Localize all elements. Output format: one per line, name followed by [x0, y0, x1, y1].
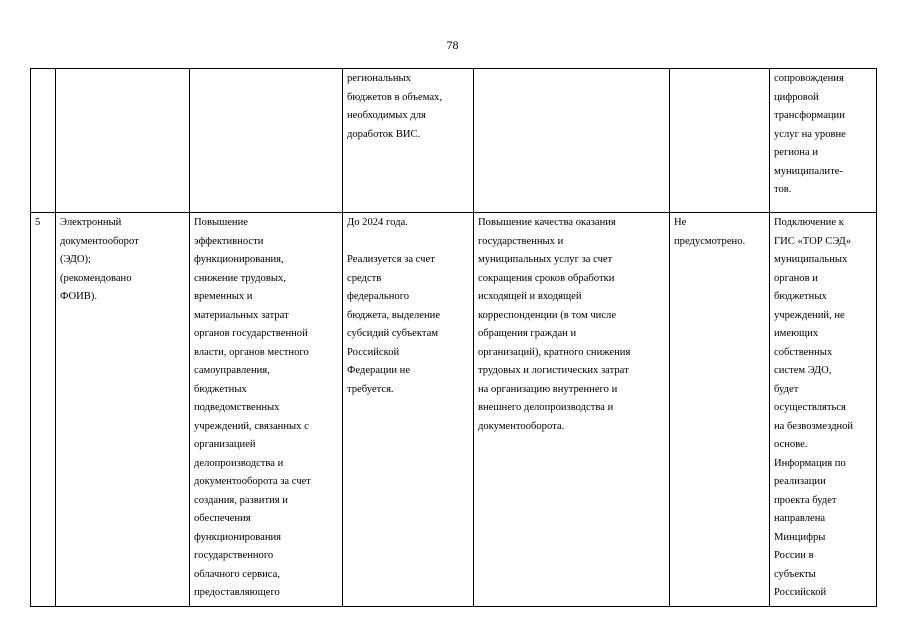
cell-line: осуществляться: [774, 402, 846, 413]
cell-line: муниципалите-: [774, 165, 843, 177]
cell-notes: [770, 213, 877, 607]
cell-line: функционирования,: [194, 254, 284, 265]
cell-line: Информация по: [774, 457, 846, 469]
cell-line: делопроизводства и: [194, 457, 284, 469]
cell-line: организаций), кратного снижения: [478, 346, 631, 358]
cell-goal: [190, 69, 343, 213]
cell-line: цифровой: [774, 91, 819, 103]
cell-effect: [474, 213, 670, 607]
cell-line: Федерации не: [347, 365, 411, 376]
cell-line: Повышение: [194, 217, 248, 228]
cell-line: реализации: [774, 476, 826, 487]
cell-line: внешнего делопроизводства и: [478, 402, 614, 413]
cell-line: корреспонденции (в том числе: [478, 309, 617, 321]
cell-line: 5: [35, 217, 41, 228]
cell-line: государственного: [194, 550, 274, 561]
cell-line: сопровождения: [774, 73, 844, 84]
cell-line: Повышение качества оказания: [478, 217, 616, 228]
cell-line: ФОИВ).: [60, 291, 98, 302]
cell-line: органов и: [774, 272, 818, 284]
cell-line: сокращения сроков обработки: [478, 272, 615, 284]
cell-line: Российской: [347, 346, 400, 358]
cell-line: документооборота за счет: [194, 476, 311, 487]
cell-line: собственных: [774, 346, 833, 358]
document-table: [30, 68, 877, 607]
cell-line: трансформации: [774, 110, 845, 121]
cell-line: имеющих: [774, 328, 819, 339]
cell-line: бюджетов в объемах,: [347, 91, 443, 103]
cell-name: [56, 69, 190, 213]
cell-term-financing: [343, 213, 474, 607]
cell-line: систем ЭДО,: [774, 365, 832, 376]
cell-line: (рекомендовано: [60, 272, 132, 284]
cell-line: материальных затрат: [194, 309, 289, 321]
cell-line: Российской: [774, 587, 827, 598]
cell-line: муниципальных услуг за счет: [478, 254, 613, 265]
cell-line: проекта будет: [774, 494, 837, 506]
cell-line: субъекты: [774, 568, 816, 580]
cell-line: Подключение к: [774, 217, 844, 228]
cell-line: России в: [774, 550, 814, 561]
cell-line: региона и: [774, 147, 818, 158]
cell-effect: [474, 69, 670, 213]
cell-line: подведомственных: [194, 402, 280, 413]
cell-line: требуется.: [347, 383, 394, 395]
cell-line: Реализуется за счет: [347, 254, 435, 265]
cell-notes: [770, 69, 877, 213]
cell-line: субсидий субъектам: [347, 328, 439, 339]
cell-line: исходящей и входящей: [478, 291, 582, 302]
cell-line: документооборот: [60, 235, 139, 247]
cell-line: необходимых для: [347, 110, 426, 121]
cell-line: ГИС «ТОР СЭД»: [774, 235, 852, 247]
cell-line: предоставляющего: [194, 587, 280, 598]
cell-number: [31, 69, 56, 213]
table-row: [31, 213, 877, 607]
cell-line: Электронный: [60, 217, 122, 228]
cell-line: До 2024 года.: [347, 217, 408, 228]
cell-line: создания, развития и: [194, 494, 288, 506]
cell-line: временных и: [194, 291, 253, 302]
cell-line: государственных и: [478, 235, 564, 247]
cell-line: направлена: [774, 513, 826, 524]
cell-gap: [347, 233, 470, 252]
cell-line: будет: [774, 383, 799, 395]
cell-number: [31, 213, 56, 607]
cell-line: услуг на уровне: [774, 128, 846, 140]
cell-line: бюджетных: [194, 383, 247, 395]
cell-line: эффективности: [194, 235, 264, 247]
cell-name: [56, 213, 190, 607]
cell-line: обращения граждан и: [478, 328, 577, 339]
table-row: [31, 69, 877, 213]
cell-line: на организацию внутреннего и: [478, 383, 618, 395]
cell-line: трудовых и логистических затрат: [478, 365, 629, 376]
cell-line: Не: [674, 217, 687, 228]
cell-line: документооборота.: [478, 420, 565, 432]
cell-line: бюджета, выделение: [347, 309, 441, 321]
cell-line: Минцифры: [774, 531, 826, 543]
cell-line: тов.: [774, 184, 792, 195]
cell-goal: [190, 213, 343, 607]
cell-line: доработок ВИС.: [347, 128, 421, 140]
page-number: 78: [446, 38, 459, 52]
cell-line: средств: [347, 272, 382, 284]
cell-line: федерального: [347, 291, 410, 302]
cell-line: органов государственной: [194, 328, 308, 339]
cell-risks: [670, 69, 770, 213]
cell-line: функционирования: [194, 531, 282, 543]
cell-line: бюджетных: [774, 291, 827, 302]
cell-line: самоуправления,: [194, 365, 270, 376]
cell-line: основе.: [774, 439, 808, 450]
cell-line: обеспечения: [194, 513, 251, 524]
cell-line: (ЭДО);: [60, 254, 91, 265]
cell-line: учреждений, не: [774, 309, 845, 321]
cell-risks: [670, 213, 770, 607]
cell-line: муниципальных: [774, 254, 848, 265]
cell-line: предусмотрено.: [674, 235, 746, 247]
cell-line: облачного сервиса,: [194, 568, 280, 580]
cell-line: снижение трудовых,: [194, 272, 286, 284]
cell-term-financing: [343, 69, 474, 213]
cell-line: организацией: [194, 439, 256, 450]
cell-line: региональных: [347, 73, 411, 84]
cell-line: учреждений, связанных с: [194, 420, 309, 432]
cell-line: на безвозмездной: [774, 420, 854, 432]
cell-line: власти, органов местного: [194, 346, 309, 358]
